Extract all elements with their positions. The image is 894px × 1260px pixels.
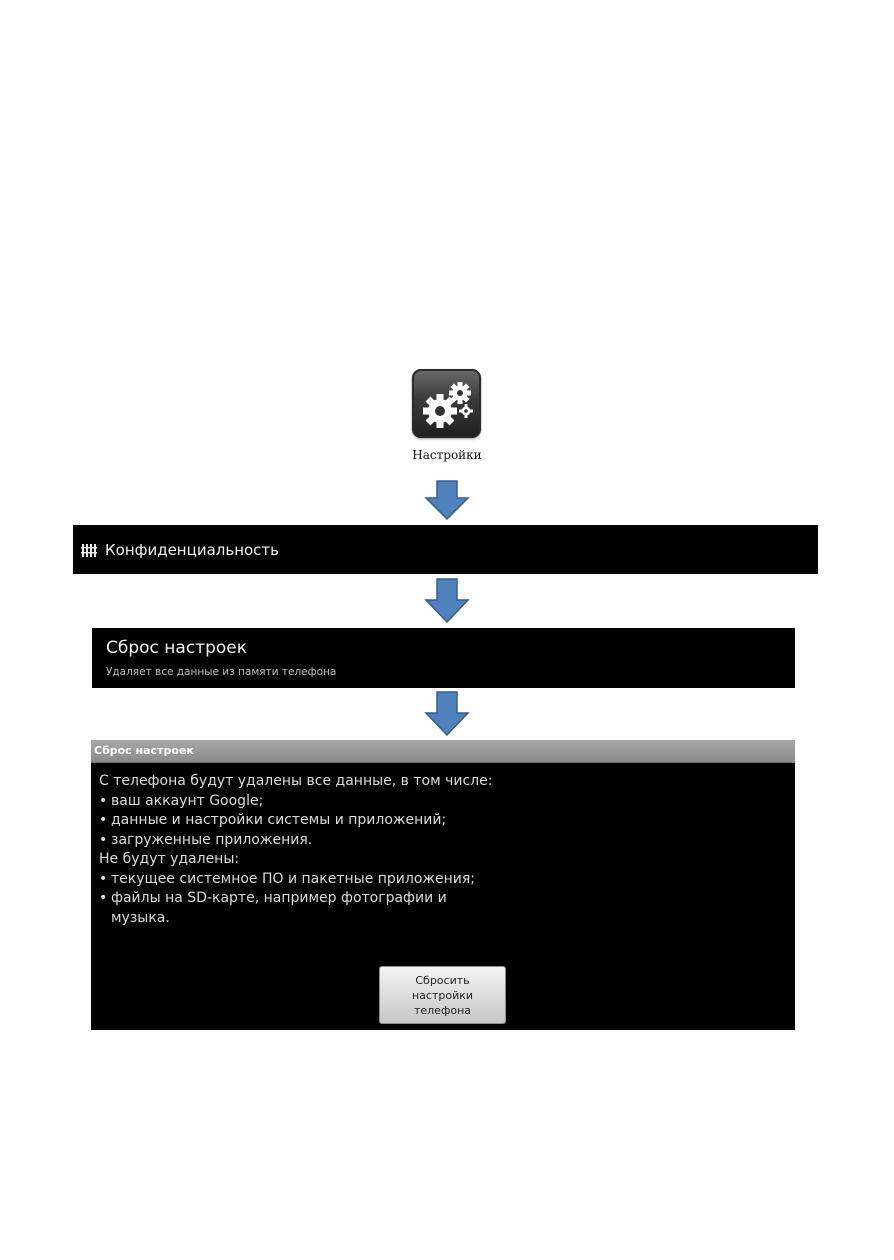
factory-reset-summary: Удаляет все данные из памяти телефона (106, 666, 337, 678)
down-arrow-icon (424, 691, 470, 736)
down-arrow-icon (424, 480, 470, 520)
screen-titlebar (91, 740, 795, 763)
settings-app-label: Настройки (412, 448, 482, 462)
settings-app-icon[interactable] (412, 369, 481, 438)
warning-line: • данные и настройки системы и приложений; (99, 812, 447, 828)
reset-button-label-line: настройки (411, 988, 474, 1002)
down-arrow-icon (424, 578, 470, 623)
reset-button-label-line: Сбросить (415, 973, 470, 987)
gears-icon (412, 369, 481, 438)
reset-phone-button[interactable] (379, 966, 506, 1024)
warning-line: • файлы на SD-карте, например фотографии и (99, 890, 447, 906)
factory-reset-item[interactable] (92, 628, 795, 688)
warning-line: • загруженные приложения. (99, 831, 313, 848)
warning-line: С телефона будут удалены все данные, в том числе: (99, 773, 493, 789)
privacy-settings-item[interactable] (73, 525, 818, 574)
reset-warning-text (99, 772, 492, 928)
privacy-fence-icon (81, 542, 97, 558)
screen-title: Сброс настроек (94, 744, 194, 757)
warning-line: • текущее системное ПО и пакетные приложения; (99, 870, 476, 887)
factory-reset-title: Сброс настроек (106, 638, 247, 658)
privacy-label: Конфиденциальность (105, 540, 280, 559)
warning-line: • ваш аккаунт Google; (99, 792, 264, 809)
warning-line: Не будут удалены: (99, 851, 240, 867)
factory-reset-screen (91, 740, 795, 1030)
warning-line: музыка. (111, 909, 170, 926)
reset-button-label-line: телефона (413, 1003, 472, 1017)
